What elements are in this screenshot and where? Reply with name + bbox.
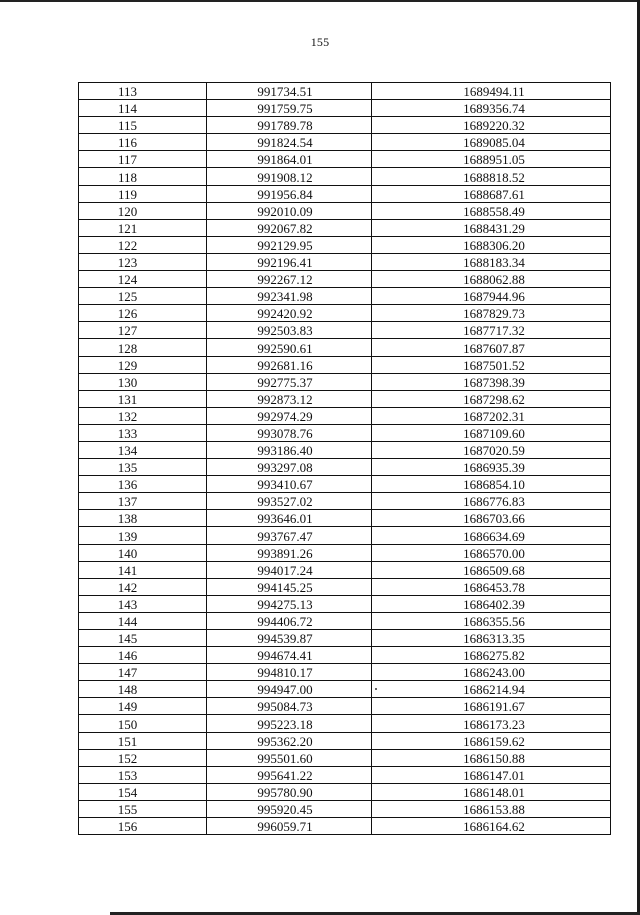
point-number-cell: 113 xyxy=(79,83,207,100)
y-coordinate-cell: 1687501.52 xyxy=(372,356,611,373)
table-row xyxy=(79,698,611,715)
point-number-cell: 150 xyxy=(79,715,207,732)
table-row xyxy=(79,493,611,510)
x-coordinate-cell: 991864.01 xyxy=(207,151,372,168)
x-coordinate-cell: 994275.13 xyxy=(207,595,372,612)
y-coordinate-cell: 1687020.59 xyxy=(372,441,611,458)
y-coordinate-cell: 1689494.11 xyxy=(372,83,611,100)
x-coordinate-cell: 992067.82 xyxy=(207,219,372,236)
x-coordinate-cell: 994145.25 xyxy=(207,578,372,595)
point-number-cell: 131 xyxy=(79,390,207,407)
table-row xyxy=(79,236,611,253)
x-coordinate-cell: 992974.29 xyxy=(207,407,372,424)
scan-border-top xyxy=(0,0,640,2)
point-number-cell: 125 xyxy=(79,288,207,305)
point-number-cell: 137 xyxy=(79,493,207,510)
coordinate-table-body xyxy=(79,83,611,835)
y-coordinate-cell: 1688558.49 xyxy=(372,202,611,219)
table-row xyxy=(79,441,611,458)
point-number-cell: 142 xyxy=(79,578,207,595)
table-row xyxy=(79,202,611,219)
coordinate-table xyxy=(78,82,611,835)
x-coordinate-cell: 991789.78 xyxy=(207,117,372,134)
point-number-cell: 152 xyxy=(79,749,207,766)
table-row xyxy=(79,476,611,493)
y-coordinate-cell: 1689220.32 xyxy=(372,117,611,134)
point-number-cell: 134 xyxy=(79,441,207,458)
y-coordinate-cell: 1687944.96 xyxy=(372,288,611,305)
x-coordinate-cell: 995362.20 xyxy=(207,732,372,749)
y-coordinate-cell: 1687298.62 xyxy=(372,390,611,407)
point-number-cell: 121 xyxy=(79,219,207,236)
y-coordinate-cell: 1688951.05 xyxy=(372,151,611,168)
x-coordinate-cell: 993297.08 xyxy=(207,459,372,476)
y-coordinate-cell: 1686402.39 xyxy=(372,595,611,612)
table-row xyxy=(79,800,611,817)
table-row xyxy=(79,732,611,749)
table-row xyxy=(79,715,611,732)
y-coordinate-cell: 1686634.69 xyxy=(372,527,611,544)
point-number-cell: 126 xyxy=(79,305,207,322)
y-coordinate-cell: 1686150.88 xyxy=(372,749,611,766)
y-coordinate-cell: 1686570.00 xyxy=(372,544,611,561)
point-number-cell: 115 xyxy=(79,117,207,134)
y-coordinate-cell: 1686776.83 xyxy=(372,493,611,510)
y-coordinate-cell: 1686147.01 xyxy=(372,766,611,783)
point-number-cell: 130 xyxy=(79,373,207,390)
x-coordinate-cell: 991908.12 xyxy=(207,168,372,185)
x-coordinate-cell: 991956.84 xyxy=(207,185,372,202)
x-coordinate-cell: 995920.45 xyxy=(207,800,372,817)
y-coordinate-cell: 1686243.00 xyxy=(372,664,611,681)
point-number-cell: 145 xyxy=(79,630,207,647)
table-row xyxy=(79,100,611,117)
y-coordinate-cell: 1687717.32 xyxy=(372,322,611,339)
table-row xyxy=(79,305,611,322)
y-coordinate-cell: 1687607.87 xyxy=(372,339,611,356)
y-coordinate-cell: 1686164.62 xyxy=(372,818,611,835)
point-number-cell: 128 xyxy=(79,339,207,356)
x-coordinate-cell: 996059.71 xyxy=(207,818,372,835)
x-coordinate-cell: 991824.54 xyxy=(207,134,372,151)
table-row xyxy=(79,818,611,835)
x-coordinate-cell: 994017.24 xyxy=(207,561,372,578)
x-coordinate-cell: 993186.40 xyxy=(207,441,372,458)
point-number-cell: 127 xyxy=(79,322,207,339)
table-row xyxy=(79,322,611,339)
table-row xyxy=(79,288,611,305)
point-number-cell: 123 xyxy=(79,253,207,270)
y-coordinate-cell: 1688818.52 xyxy=(372,168,611,185)
point-number-cell: 153 xyxy=(79,766,207,783)
x-coordinate-cell: 995641.22 xyxy=(207,766,372,783)
table-row xyxy=(79,407,611,424)
y-coordinate-cell: 1688306.20 xyxy=(372,236,611,253)
x-coordinate-cell: 991734.51 xyxy=(207,83,372,100)
table-row xyxy=(79,510,611,527)
table-row xyxy=(79,783,611,800)
point-number-cell: 138 xyxy=(79,510,207,527)
point-number-cell: 118 xyxy=(79,168,207,185)
x-coordinate-cell: 994539.87 xyxy=(207,630,372,647)
table-row xyxy=(79,253,611,270)
x-coordinate-cell: 995223.18 xyxy=(207,715,372,732)
y-coordinate-cell: 1686703.66 xyxy=(372,510,611,527)
y-coordinate-cell: 1687109.60 xyxy=(372,424,611,441)
table-row xyxy=(79,630,611,647)
point-number-cell: 155 xyxy=(79,800,207,817)
table-row xyxy=(79,561,611,578)
point-number-cell: 141 xyxy=(79,561,207,578)
table-row xyxy=(79,117,611,134)
table-row xyxy=(79,151,611,168)
x-coordinate-cell: 991759.75 xyxy=(207,100,372,117)
table-row xyxy=(79,373,611,390)
point-number-cell: 117 xyxy=(79,151,207,168)
point-number-cell: 124 xyxy=(79,271,207,288)
y-coordinate-cell: 1686854.10 xyxy=(372,476,611,493)
x-coordinate-cell: 993078.76 xyxy=(207,424,372,441)
x-coordinate-cell: 992681.16 xyxy=(207,356,372,373)
table-row xyxy=(79,83,611,100)
y-coordinate-cell: 1687829.73 xyxy=(372,305,611,322)
table-row xyxy=(79,219,611,236)
point-number-cell: 154 xyxy=(79,783,207,800)
y-coordinate-cell: 1686159.62 xyxy=(372,732,611,749)
y-coordinate-cell: 1686275.82 xyxy=(372,647,611,664)
point-number-cell: 136 xyxy=(79,476,207,493)
y-coordinate-cell: 1688183.34 xyxy=(372,253,611,270)
x-coordinate-cell: 993767.47 xyxy=(207,527,372,544)
y-coordinate-cell: 1686935.39 xyxy=(372,459,611,476)
x-coordinate-cell: 992010.09 xyxy=(207,202,372,219)
table-row xyxy=(79,339,611,356)
y-coordinate-cell: 1686214.94 xyxy=(372,681,611,698)
x-coordinate-cell: 992775.37 xyxy=(207,373,372,390)
table-row xyxy=(79,647,611,664)
table-row xyxy=(79,424,611,441)
table-row xyxy=(79,612,611,629)
point-number-cell: 116 xyxy=(79,134,207,151)
x-coordinate-cell: 992341.98 xyxy=(207,288,372,305)
y-coordinate-cell: 1688062.88 xyxy=(372,271,611,288)
table-row xyxy=(79,527,611,544)
x-coordinate-cell: 995084.73 xyxy=(207,698,372,715)
point-number-cell: 146 xyxy=(79,647,207,664)
point-number-cell: 148 xyxy=(79,681,207,698)
scan-speck xyxy=(375,688,377,690)
x-coordinate-cell: 993527.02 xyxy=(207,493,372,510)
x-coordinate-cell: 993646.01 xyxy=(207,510,372,527)
point-number-cell: 132 xyxy=(79,407,207,424)
x-coordinate-cell: 994947.00 xyxy=(207,681,372,698)
table-row xyxy=(79,356,611,373)
x-coordinate-cell: 992196.41 xyxy=(207,253,372,270)
x-coordinate-cell: 995780.90 xyxy=(207,783,372,800)
y-coordinate-cell: 1687202.31 xyxy=(372,407,611,424)
y-coordinate-cell: 1686355.56 xyxy=(372,612,611,629)
x-coordinate-cell: 992129.95 xyxy=(207,236,372,253)
x-coordinate-cell: 994674.41 xyxy=(207,647,372,664)
x-coordinate-cell: 993891.26 xyxy=(207,544,372,561)
table-row xyxy=(79,544,611,561)
table-row xyxy=(79,459,611,476)
x-coordinate-cell: 994810.17 xyxy=(207,664,372,681)
point-number-cell: 144 xyxy=(79,612,207,629)
y-coordinate-cell: 1686153.88 xyxy=(372,800,611,817)
point-number-cell: 140 xyxy=(79,544,207,561)
table-row xyxy=(79,185,611,202)
y-coordinate-cell: 1686148.01 xyxy=(372,783,611,800)
table-row xyxy=(79,271,611,288)
point-number-cell: 156 xyxy=(79,818,207,835)
y-coordinate-cell: 1687398.39 xyxy=(372,373,611,390)
table-row xyxy=(79,390,611,407)
y-coordinate-cell: 1686173.23 xyxy=(372,715,611,732)
point-number-cell: 129 xyxy=(79,356,207,373)
table-row xyxy=(79,595,611,612)
point-number-cell: 119 xyxy=(79,185,207,202)
y-coordinate-cell: 1688431.29 xyxy=(372,219,611,236)
point-number-cell: 133 xyxy=(79,424,207,441)
x-coordinate-cell: 992590.61 xyxy=(207,339,372,356)
x-coordinate-cell: 992267.12 xyxy=(207,271,372,288)
y-coordinate-cell: 1686509.68 xyxy=(372,561,611,578)
x-coordinate-cell: 992873.12 xyxy=(207,390,372,407)
page-number: 155 xyxy=(310,35,330,49)
point-number-cell: 122 xyxy=(79,236,207,253)
point-number-cell: 114 xyxy=(79,100,207,117)
table-row xyxy=(79,168,611,185)
y-coordinate-cell: 1686453.78 xyxy=(372,578,611,595)
table-row xyxy=(79,749,611,766)
point-number-cell: 120 xyxy=(79,202,207,219)
table-row xyxy=(79,664,611,681)
table-row xyxy=(79,134,611,151)
point-number-cell: 143 xyxy=(79,595,207,612)
x-coordinate-cell: 994406.72 xyxy=(207,612,372,629)
y-coordinate-cell: 1688687.61 xyxy=(372,185,611,202)
y-coordinate-cell: 1686191.67 xyxy=(372,698,611,715)
table-row xyxy=(79,578,611,595)
x-coordinate-cell: 993410.67 xyxy=(207,476,372,493)
table-row xyxy=(79,766,611,783)
y-coordinate-cell: 1689356.74 xyxy=(372,100,611,117)
y-coordinate-cell: 1686313.35 xyxy=(372,630,611,647)
x-coordinate-cell: 992420.92 xyxy=(207,305,372,322)
point-number-cell: 139 xyxy=(79,527,207,544)
point-number-cell: 151 xyxy=(79,732,207,749)
point-number-cell: 135 xyxy=(79,459,207,476)
point-number-cell: 149 xyxy=(79,698,207,715)
y-coordinate-cell: 1689085.04 xyxy=(372,134,611,151)
point-number-cell: 147 xyxy=(79,664,207,681)
x-coordinate-cell: 995501.60 xyxy=(207,749,372,766)
table-row xyxy=(79,681,611,698)
x-coordinate-cell: 992503.83 xyxy=(207,322,372,339)
